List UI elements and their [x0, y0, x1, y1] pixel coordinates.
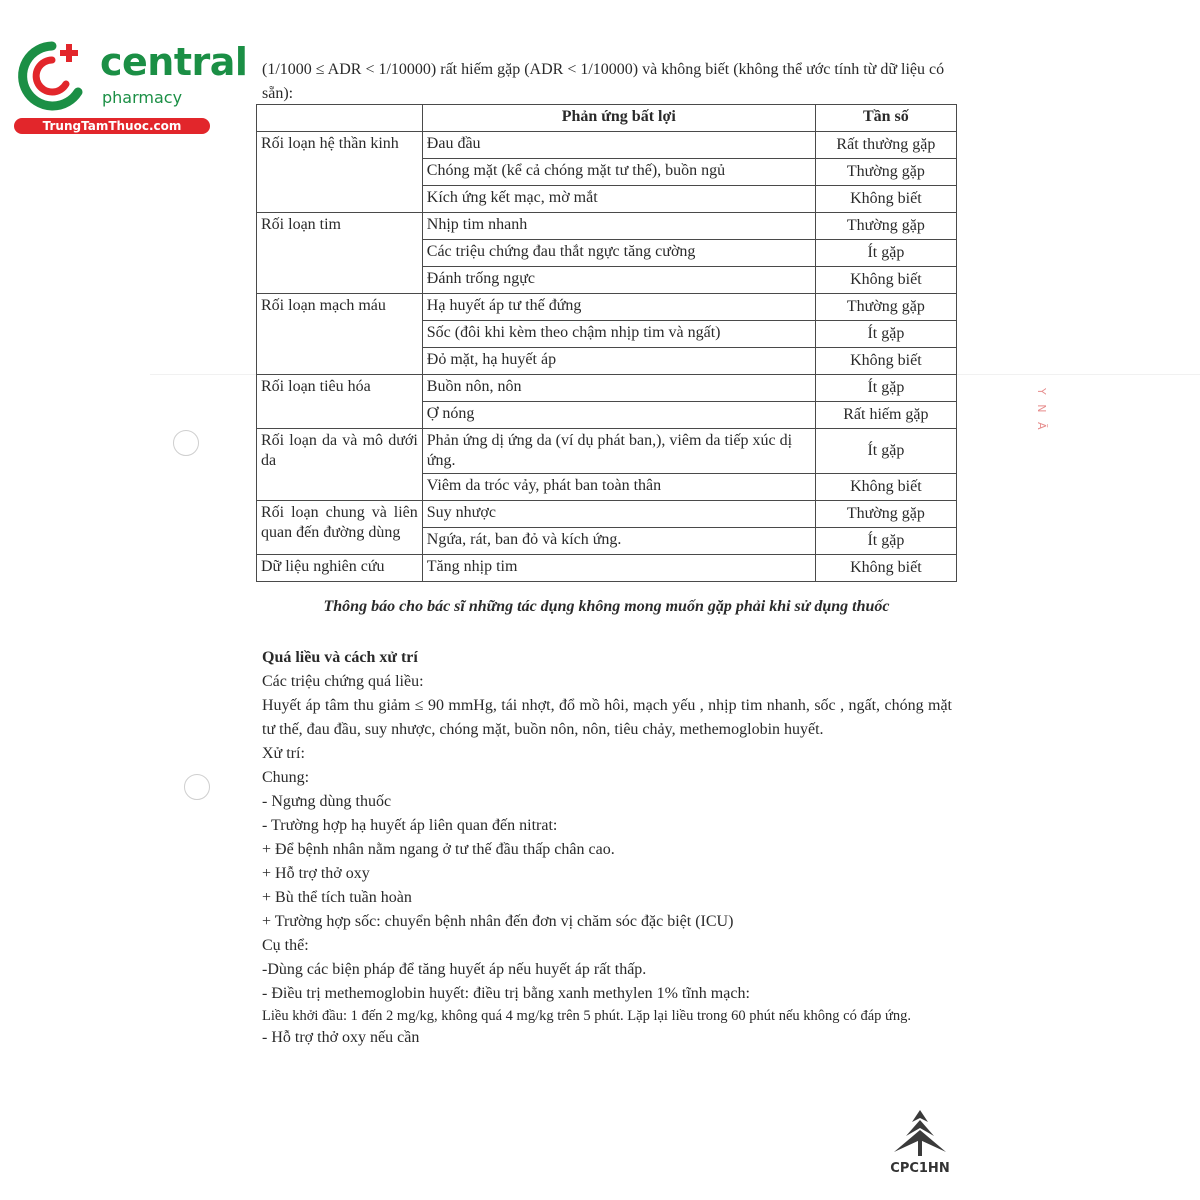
cell-reaction: Đánh trống ngực	[422, 267, 815, 294]
header-frequency: Tần số	[815, 105, 956, 132]
overdose-line: - Ngưng dùng thuốc	[262, 793, 392, 810]
cell-frequency: Không biết	[815, 186, 956, 213]
cell-reaction: Tăng nhịp tim	[422, 555, 815, 582]
section-heading: Quá liều và cách xử trí	[262, 649, 418, 666]
overdose-line: + Hỗ trợ thở oxy	[262, 865, 370, 882]
cell-frequency: Ít gặp	[815, 375, 956, 402]
cell-reaction: Phản ứng dị ứng da (ví dụ phát ban,), viêm da tiếp xúc dị ứng.	[422, 429, 815, 474]
header-group	[257, 105, 423, 132]
cell-system-organ-class: Rối loạn chung và liên quan đến đường dùng	[257, 501, 423, 555]
overdose-line: + Trường hợp sốc: chuyển bệnh nhân đến đơn vị chăm sóc đặc biệt (ICU)	[262, 913, 734, 930]
overdose-line: Liều khởi đầu: 1 đến 2 mg/kg, không quá 4 mg/kg trên 5 phút. Lặp lại liều trong 60 phút nếu không có đáp ứng.	[262, 1008, 911, 1024]
table-row	[257, 429, 957, 474]
overdose-line: Chung:	[262, 769, 310, 786]
overdose-line: Các triệu chứng quá liều:	[262, 673, 424, 690]
cpc1hn-label: CPC1HN	[890, 1161, 950, 1176]
overdose-line: - Hỗ trợ thở oxy nếu cần	[262, 1029, 420, 1046]
table-row	[257, 132, 957, 159]
adverse-reactions-table	[256, 104, 957, 582]
overdose-lines	[262, 670, 952, 1050]
cell-frequency: Ít gặp	[815, 321, 956, 348]
overdose-line: + Để bệnh nhân nằm ngang ở tư thế đầu thấp chân cao.	[262, 841, 615, 858]
overdose-line: -Dùng các biện pháp để tăng huyết áp nếu huyết áp rất thấp.	[262, 961, 647, 978]
header-reaction: Phản ứng bất lợi	[422, 105, 815, 132]
cell-reaction: Buồn nôn, nôn	[422, 375, 815, 402]
cell-reaction: Hạ huyết áp tư thế đứng	[422, 294, 815, 321]
cell-reaction: Ợ nóng	[422, 402, 815, 429]
cpc1hn-logo	[884, 1108, 956, 1176]
cell-frequency: Không biết	[815, 474, 956, 501]
table-header-row	[257, 105, 957, 132]
cell-reaction: Sốc (đôi khi kèm theo chậm nhịp tim và ngất)	[422, 321, 815, 348]
overdose-line: - Trường hợp hạ huyết áp liên quan đến nitrat:	[262, 817, 558, 834]
table-body	[257, 132, 957, 582]
cell-system-organ-class: Rối loạn mạch máu	[257, 294, 423, 375]
cell-frequency: Thường gặp	[815, 501, 956, 528]
table-row	[257, 501, 957, 528]
cell-frequency: Không biết	[815, 267, 956, 294]
logo-wordmark: central	[100, 40, 248, 84]
cell-system-organ-class: Rối loạn da và mô dưới da	[257, 429, 423, 501]
cell-frequency: Không biết	[815, 348, 956, 375]
cell-frequency: Không biết	[815, 555, 956, 582]
cell-frequency: Rất thường gặp	[815, 132, 956, 159]
punch-hole	[184, 774, 210, 800]
overdose-line: + Bù thể tích tuần hoàn	[262, 889, 412, 906]
logo-site-banner[interactable]: TrungTamThuoc.com	[14, 118, 210, 134]
cell-frequency: Thường gặp	[815, 213, 956, 240]
cell-reaction: Đỏ mặt, hạ huyết áp	[422, 348, 815, 375]
cell-reaction: Suy nhược	[422, 501, 815, 528]
cell-frequency: Thường gặp	[815, 159, 956, 186]
cell-frequency: Thường gặp	[815, 294, 956, 321]
cell-system-organ-class: Rối loạn hệ thần kinh	[257, 132, 423, 213]
table-row	[257, 213, 957, 240]
table-note: Thông báo cho bác sĩ những tác dụng không mong muốn gặp phải khi sử dụng thuốc	[323, 598, 890, 615]
overdose-line: - Điều trị methemoglobin huyết: điều trị bằng xanh methylen 1% tĩnh mạch:	[262, 985, 750, 1002]
cell-reaction: Nhịp tim nhanh	[422, 213, 815, 240]
cell-frequency: Rất hiếm gặp	[815, 402, 956, 429]
cell-frequency: Ít gặp	[815, 528, 956, 555]
cell-reaction: Chóng mặt (kể cả chóng mặt tư thế), buồn ngủ	[422, 159, 815, 186]
central-pharmacy-logo	[12, 36, 248, 136]
cell-system-organ-class: Rối loạn tiêu hóa	[257, 375, 423, 429]
overdose-line: Cụ thể:	[262, 937, 309, 954]
table-row	[257, 294, 957, 321]
cell-frequency: Ít gặp	[815, 429, 956, 474]
table-row	[257, 555, 957, 582]
cell-reaction: Kích ứng kết mạc, mờ mắt	[422, 186, 815, 213]
cell-frequency: Ít gặp	[815, 240, 956, 267]
cpc1hn-emblem-icon	[884, 1108, 956, 1158]
cell-reaction: Ngứa, rát, ban đỏ và kích ứng.	[422, 528, 815, 555]
cell-reaction: Viêm da tróc vảy, phát ban toàn thân	[422, 474, 815, 501]
table-row	[257, 375, 957, 402]
intro-paragraph: (1/1000 ≤ ADR < 1/10000) rất hiếm gặp (ADR < 1/10000) và không biết (không thể ước tính từ dữ liệu có sẵn):	[262, 61, 945, 102]
red-stamp-fragment: Y N Ă	[1035, 388, 1048, 433]
cell-system-organ-class: Rối loạn tim	[257, 213, 423, 294]
pharmacy-cross-logo-icon	[12, 36, 92, 116]
cell-system-organ-class: Dữ liệu nghiên cứu	[257, 555, 423, 582]
punch-hole	[173, 430, 199, 456]
cell-reaction: Đau đầu	[422, 132, 815, 159]
logo-subline: pharmacy	[102, 88, 183, 107]
overdose-section	[262, 646, 952, 1050]
overdose-line: Xử trí:	[262, 745, 305, 762]
cell-reaction: Các triệu chứng đau thắt ngực tăng cường	[422, 240, 815, 267]
overdose-line: Huyết áp tâm thu giảm ≤ 90 mmHg, tái nhợt, đổ mồ hôi, mạch yếu , nhịp tim nhanh, sốc , ngất, chóng mặt tư thế, đau đầu, suy nhược, chóng mặt, buồn nôn, nôn, tiêu chảy, methemoglobin huyết.	[262, 697, 952, 738]
